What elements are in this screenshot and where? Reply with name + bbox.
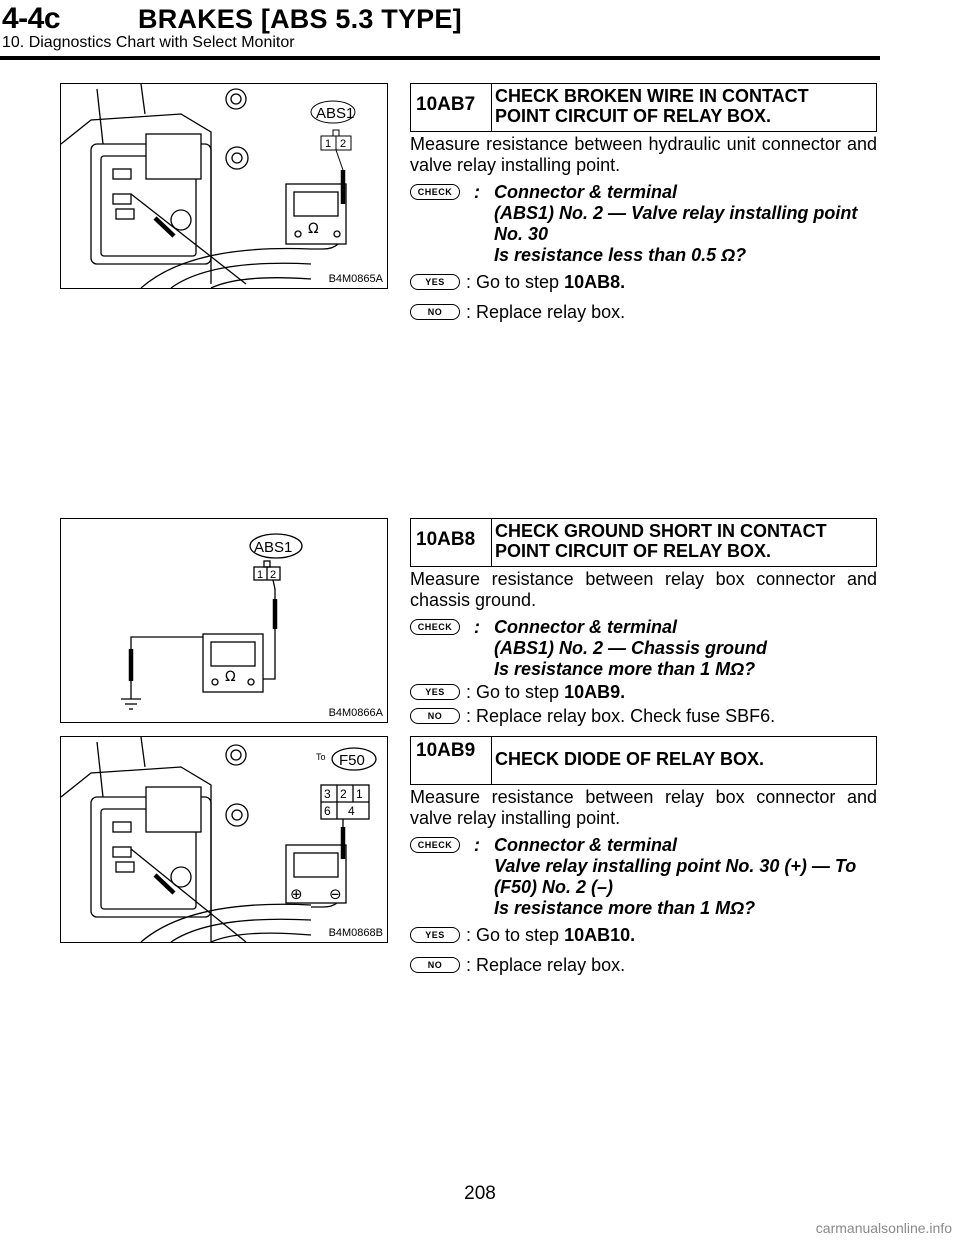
- step-title-line: POINT CIRCUIT OF RELAY BOX.: [495, 106, 772, 126]
- check-text: [494, 182, 877, 266]
- ohm-symbol: Ω: [225, 669, 236, 685]
- step-header: [410, 83, 877, 132]
- check-line: Connector & terminal: [494, 182, 678, 202]
- terminal-label-2: 2: [340, 787, 347, 801]
- step-title: [495, 86, 809, 126]
- no-answer: [410, 706, 877, 730]
- step-number: 10AB9: [416, 740, 476, 761]
- no-action: Replace relay box. Check fuse SBF6.: [476, 706, 776, 726]
- no-answer: [410, 955, 877, 979]
- connector-label: F50: [339, 752, 365, 769]
- terminal-label-1: 1: [257, 569, 264, 581]
- yes-prefix: Go to step: [476, 682, 560, 702]
- meter-plus-icon: ⊕: [290, 885, 303, 903]
- check-line: Connector & terminal: [494, 617, 678, 637]
- check-line: (ABS1) No. 2 — Valve relay installing point: [494, 203, 858, 223]
- no-answer: [410, 302, 877, 326]
- terminal-label-4: 4: [348, 804, 355, 818]
- page-number: 208: [464, 1183, 496, 1204]
- yes-answer: [410, 925, 877, 949]
- step-number: 10AB8: [416, 529, 476, 550]
- no-action: Replace relay box.: [476, 955, 626, 975]
- check-line: (F50) No. 2 (–): [494, 877, 614, 897]
- step-title-line: POINT CIRCUIT OF RELAY BOX.: [495, 541, 772, 561]
- no-text: : Replace relay box. Check fuse SBF6.: [466, 706, 776, 726]
- step-header-divider: [491, 84, 492, 131]
- check-line: Valve relay installing point No. 30 (+) — To: [494, 856, 857, 876]
- step-header: [410, 736, 877, 785]
- terminal-label-1: 1: [325, 138, 332, 150]
- ohm-symbol: Ω: [308, 221, 319, 237]
- header-rule: [0, 56, 880, 60]
- ground-short-diagram: [61, 519, 387, 722]
- step-10ab7: [410, 83, 877, 326]
- step-10ab8: [410, 518, 877, 730]
- check-icon: CHECK: [410, 184, 460, 200]
- no-text: : Replace relay box.: [466, 302, 626, 322]
- figure-10ab7: [60, 83, 388, 289]
- step-10ab9: [410, 736, 877, 979]
- step-description: Measure resistance between hydraulic unit connector and valve relay installing point.: [410, 134, 877, 175]
- step-number: 10AB7: [416, 94, 476, 115]
- watermark: carmanualsonline.info: [815, 1220, 952, 1236]
- diode-check-diagram: [61, 737, 387, 942]
- connector-label: ABS1: [316, 105, 355, 122]
- check-colon: :: [474, 617, 480, 637]
- connector-prefix: To: [316, 752, 326, 762]
- step-description: Measure resistance between relay box connector and chassis ground.: [410, 569, 877, 610]
- no-icon: NO: [410, 304, 460, 320]
- no-action: Replace relay box.: [476, 302, 626, 322]
- check-colon: :: [474, 182, 480, 202]
- yes-icon: YES: [410, 684, 460, 700]
- check-colon: :: [474, 835, 480, 855]
- check-block: [410, 617, 877, 680]
- yes-text: : Go to step 10AB9.: [466, 682, 626, 702]
- yes-prefix: Go to step: [476, 925, 560, 945]
- terminal-label-2: 2: [340, 138, 347, 150]
- step-header-divider: [491, 519, 492, 566]
- figure-10ab9: [60, 736, 388, 943]
- meter-minus-icon: ⊖: [329, 885, 342, 903]
- figure-10ab8: [60, 518, 388, 723]
- step-header: [410, 518, 877, 567]
- no-text: : Replace relay box.: [466, 955, 626, 975]
- check-line: Is resistance more than 1 MΩ?: [494, 659, 756, 679]
- check-block: [410, 835, 877, 919]
- figure-code: B4M0866A: [328, 707, 383, 719]
- section-subtitle: 10. Diagnostics Chart with Select Monitor: [2, 34, 295, 51]
- page-header: [0, 0, 960, 60]
- check-line: Is resistance more than 1 MΩ?: [494, 898, 756, 918]
- figure-code: B4M0865A: [328, 273, 383, 285]
- terminal-label-1: 1: [356, 787, 363, 801]
- check-line: No. 30: [494, 224, 549, 244]
- section-title: BRAKES [ABS 5.3 TYPE]: [138, 4, 462, 34]
- step-title-line: CHECK BROKEN WIRE IN CONTACT: [495, 86, 809, 106]
- step-title: [495, 749, 764, 769]
- no-icon: NO: [410, 708, 460, 724]
- yes-text: : Go to step 10AB10.: [466, 925, 636, 945]
- check-line: (ABS1) No. 2 — Chassis ground: [494, 638, 768, 658]
- yes-icon: YES: [410, 274, 460, 290]
- check-text: [494, 617, 877, 680]
- step-title-line: CHECK GROUND SHORT IN CONTACT: [495, 521, 827, 541]
- yes-step-link[interactable]: 10AB9.: [564, 682, 626, 702]
- yes-answer: [410, 682, 877, 706]
- terminal-label-3: 3: [324, 787, 331, 801]
- terminal-label-6: 6: [324, 804, 331, 818]
- yes-answer: [410, 272, 877, 296]
- relay-box-diagram: [61, 84, 387, 288]
- check-text: [494, 835, 877, 919]
- yes-icon: YES: [410, 927, 460, 943]
- check-block: [410, 182, 877, 266]
- step-description: Measure resistance between relay box connector and valve relay installing point.: [410, 787, 877, 828]
- check-line: Connector & terminal: [494, 835, 678, 855]
- no-icon: NO: [410, 957, 460, 973]
- connector-label: ABS1: [254, 539, 293, 556]
- terminal-label-2: 2: [270, 569, 277, 581]
- check-line: Is resistance less than 0.5 Ω?: [494, 245, 747, 265]
- check-icon: CHECK: [410, 619, 460, 635]
- yes-prefix: Go to step: [476, 272, 560, 292]
- yes-text: : Go to step 10AB8.: [466, 272, 626, 292]
- check-icon: CHECK: [410, 837, 460, 853]
- yes-step-link[interactable]: 10AB8.: [564, 272, 626, 292]
- step-header-divider: [491, 737, 492, 784]
- section-code: 4-4c: [2, 2, 61, 35]
- figure-code: B4M0868B: [328, 927, 383, 939]
- step-title: [495, 521, 827, 561]
- step-title-line: CHECK DIODE OF RELAY BOX.: [495, 749, 765, 769]
- yes-step-link[interactable]: 10AB10.: [564, 925, 636, 945]
